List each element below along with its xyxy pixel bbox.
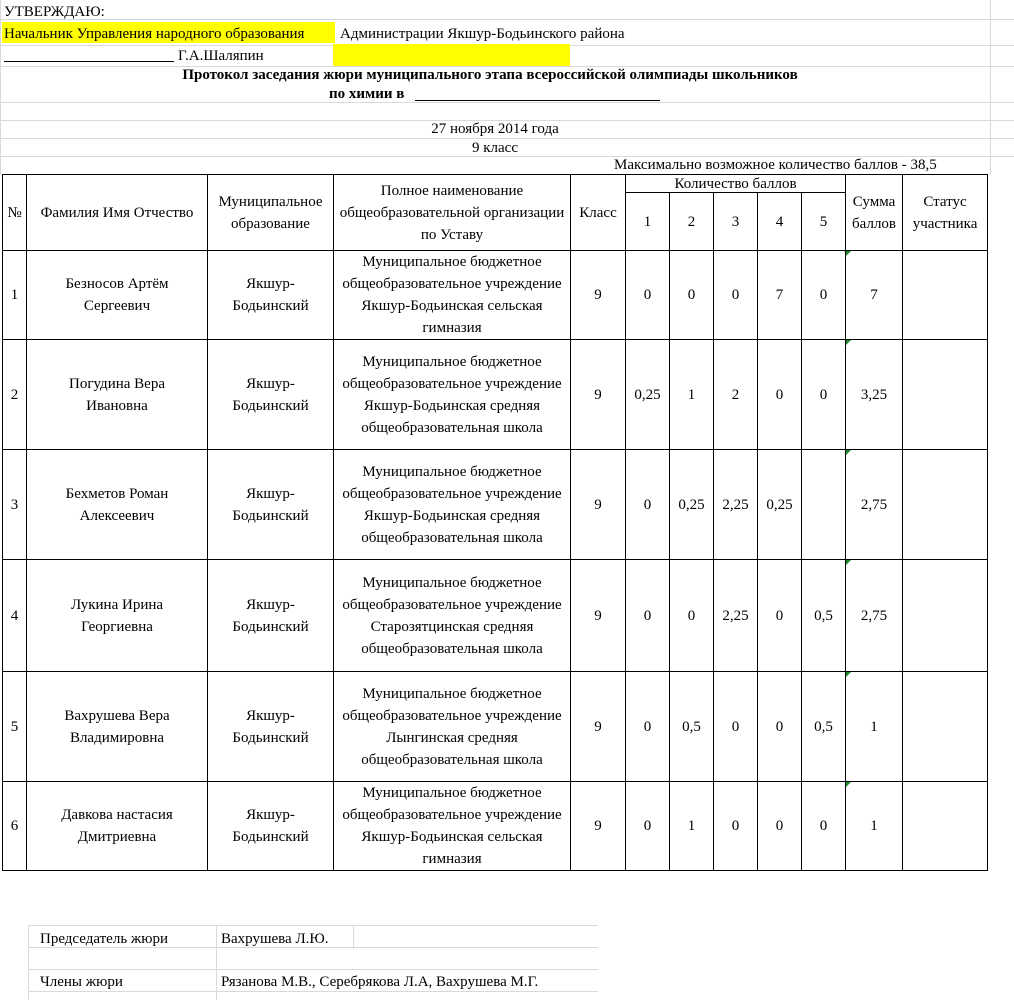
row-total: 1	[846, 782, 903, 871]
header-status: Статус участника	[903, 175, 988, 251]
header-task-4: 4	[758, 193, 802, 251]
row-num: 4	[3, 560, 27, 672]
row-status	[903, 251, 988, 340]
cell-error-marker	[846, 560, 851, 565]
row-municipality: Якшур-Бодьинский	[208, 450, 334, 560]
row-class: 9	[571, 672, 626, 782]
cell-error-marker	[846, 672, 851, 677]
table-row	[3, 782, 988, 871]
row-score-5	[802, 450, 846, 560]
cell-error-marker	[846, 251, 851, 256]
row-score-4: 0,25	[758, 450, 802, 560]
row-total: 7	[846, 251, 903, 340]
row-score-2: 0	[670, 560, 714, 672]
row-fio: Лукина Ирина Георгиевна	[27, 560, 208, 672]
max-score: Максимально возможное количество баллов - 38,5	[614, 157, 937, 173]
row-status	[903, 450, 988, 560]
row-score-2: 0,25	[670, 450, 714, 560]
row-class: 9	[571, 340, 626, 450]
row-org: Муниципальное бюджетное общеобразовательное учреждение Якшур-Бодьинская сельская гимназия	[334, 251, 571, 340]
row-score-4: 0	[758, 672, 802, 782]
row-num: 1	[3, 251, 27, 340]
header-task-2: 2	[670, 193, 714, 251]
row-score-3: 0	[714, 251, 758, 340]
row-score-5: 0	[802, 782, 846, 871]
row-total: 2,75	[846, 560, 903, 672]
row-class: 9	[571, 782, 626, 871]
table-row	[3, 672, 988, 782]
cell-error-marker	[846, 450, 851, 455]
header-scores: Количество баллов	[626, 175, 846, 193]
jury-chair-label: Председатель жюри	[40, 931, 169, 947]
row-fio: Погудина Вера Ивановна	[27, 340, 208, 450]
approve-label: УТВЕРЖДАЮ:	[4, 4, 105, 20]
row-num: 5	[3, 672, 27, 782]
row-org: Муниципальное бюджетное общеобразовательное учреждение Якшур-Бодьинская средняя общеобразовательная школа	[334, 340, 571, 450]
row-score-5: 0	[802, 340, 846, 450]
row-score-2: 1	[670, 340, 714, 450]
row-fio: Давкова настасия Дмитриевна	[27, 782, 208, 871]
cell-error-marker	[846, 782, 851, 787]
row-municipality: Якшур-Бодьинский	[208, 340, 334, 450]
row-org: Муниципальное бюджетное общеобразовательное учреждение Якшур-Бодьинская средняя общеобразовательная школа	[334, 450, 571, 560]
row-score-4: 0	[758, 340, 802, 450]
row-fio: Вахрушева Вера Владимировна	[27, 672, 208, 782]
header-fio: Фамилия Имя Отчество	[27, 175, 208, 251]
row-status	[903, 672, 988, 782]
row-score-4: 0	[758, 782, 802, 871]
row-score-1: 0,25	[626, 340, 670, 450]
protocol-title: Протокол заседания жюри муниципального этапа всероссийской олимпиады школьников	[182, 67, 798, 83]
row-num: 2	[3, 340, 27, 450]
row-org: Муниципальное бюджетное общеобразовательное учреждение Старозятцинская средняя общеобразовательная школа	[334, 560, 571, 672]
row-score-1: 0	[626, 560, 670, 672]
row-score-1: 0	[626, 251, 670, 340]
row-total: 1	[846, 672, 903, 782]
table-row	[3, 450, 988, 560]
position-part1: Начальник Управления народного образования	[4, 26, 305, 42]
row-score-4: 7	[758, 251, 802, 340]
jury-chair-name: Вахрушева Л.Ю.	[221, 931, 329, 947]
results-table	[2, 174, 988, 871]
header-task-5: 5	[802, 193, 846, 251]
row-municipality: Якшур-Бодьинский	[208, 672, 334, 782]
row-class: 9	[571, 560, 626, 672]
table-row	[3, 340, 988, 450]
signature-line	[4, 61, 174, 62]
protocol-date: 27 ноября 2014 года	[431, 121, 559, 137]
row-score-5: 0	[802, 251, 846, 340]
row-score-1: 0	[626, 450, 670, 560]
row-total: 2,75	[846, 450, 903, 560]
protocol-subject: по химии в	[329, 86, 405, 102]
row-score-4: 0	[758, 560, 802, 672]
row-score-5: 0,5	[802, 560, 846, 672]
row-fio: Бехметов Роман Алексеевич	[27, 450, 208, 560]
signatory-name: Г.А.Шаляпин	[178, 48, 264, 64]
table-row	[3, 251, 988, 340]
row-score-3: 2	[714, 340, 758, 450]
row-org: Муниципальное бюджетное общеобразовательное учреждение Якшур-Бодьинская сельская гимназия	[334, 782, 571, 871]
row-score-3: 2,25	[714, 450, 758, 560]
row-score-3: 2,25	[714, 560, 758, 672]
row-municipality: Якшур-Бодьинский	[208, 251, 334, 340]
row-score-1: 0	[626, 782, 670, 871]
row-num: 3	[3, 450, 27, 560]
row-score-2: 1	[670, 782, 714, 871]
table-row	[3, 560, 988, 672]
position-part2: Администрации Якшур-Бодьинского района	[340, 26, 625, 42]
row-total: 3,25	[846, 340, 903, 450]
jury-members-names: Рязанова М.В., Серебрякова Л.А, Вахрушева М.Г.	[221, 974, 539, 990]
header-municipality: Муниципальное образование	[208, 175, 334, 251]
row-score-2: 0,5	[670, 672, 714, 782]
row-fio: Безносов Артём Сергеевич	[27, 251, 208, 340]
row-status	[903, 560, 988, 672]
highlight-signature	[333, 44, 570, 66]
jury-members-label: Члены жюри	[40, 974, 123, 990]
row-class: 9	[571, 450, 626, 560]
header-task-1: 1	[626, 193, 670, 251]
cell-error-marker	[846, 340, 851, 345]
header-class: Класс	[571, 175, 626, 251]
header-total: Сумма баллов	[846, 175, 903, 251]
subject-line	[415, 100, 660, 101]
row-org: Муниципальное бюджетное общеобразовательное учреждение Лынгинская средняя общеобразовательная школа	[334, 672, 571, 782]
row-municipality: Якшур-Бодьинский	[208, 560, 334, 672]
row-num: 6	[3, 782, 27, 871]
header-task-3: 3	[714, 193, 758, 251]
header-num: №	[3, 175, 27, 251]
row-score-3: 0	[714, 672, 758, 782]
header-org: Полное наименование общеобразовательной организации по Уставу	[334, 175, 571, 251]
row-status	[903, 340, 988, 450]
row-municipality: Якшур-Бодьинский	[208, 782, 334, 871]
row-score-1: 0	[626, 672, 670, 782]
row-score-5: 0,5	[802, 672, 846, 782]
row-score-2: 0	[670, 251, 714, 340]
row-score-3: 0	[714, 782, 758, 871]
protocol-class: 9 класс	[472, 140, 518, 156]
row-class: 9	[571, 251, 626, 340]
row-status	[903, 782, 988, 871]
